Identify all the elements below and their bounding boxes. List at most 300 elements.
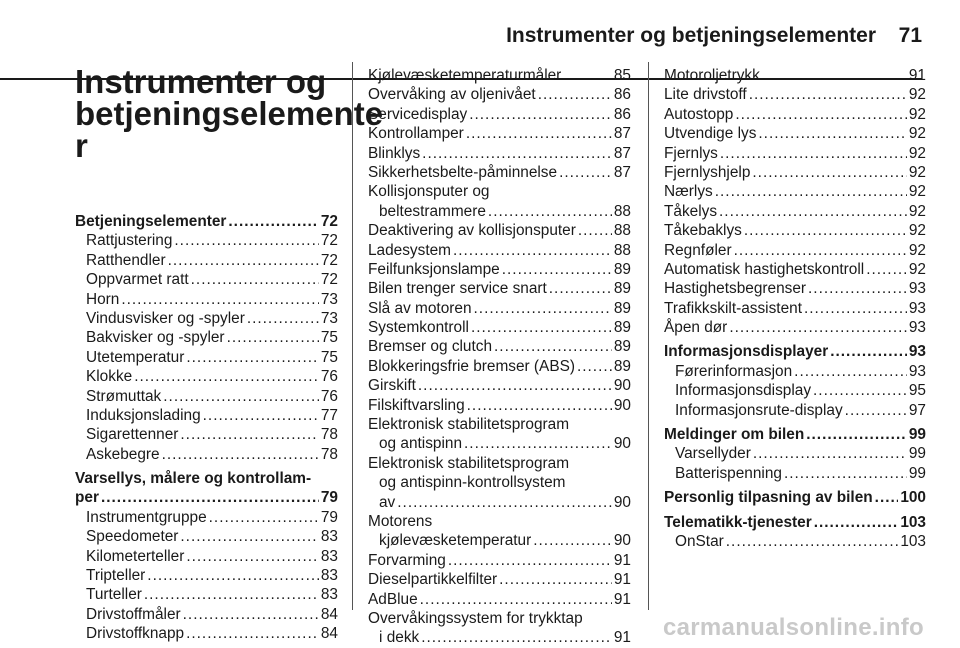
toc-leader-dots [397,493,612,512]
toc-entry[interactable] [664,488,926,507]
toc-entry-label: Fjernlyshjelp [664,163,751,181]
toc-entry-page: 91 [613,629,631,647]
toc-leader-dots [474,299,612,318]
chapter-title-line-2: betjeningselemente [75,95,384,132]
toc-entry-page: 87 [613,125,631,143]
toc-entry-page: 79 [320,508,338,526]
toc-leader-dots [471,318,612,337]
toc-entry[interactable] [75,445,338,464]
toc-entry[interactable] [664,221,926,240]
toc-entry-page: 92 [908,163,926,181]
toc-entry[interactable] [368,299,631,318]
toc-entry[interactable] [368,260,631,279]
toc-entry[interactable] [368,221,631,240]
toc-entry-page: 89 [613,357,631,375]
toc-entry[interactable] [368,163,631,182]
toc-entry-label: Tåkebaklys [664,222,742,240]
toc-entry-page: 89 [613,319,631,337]
toc-leader-dots [499,570,612,589]
toc-entry[interactable] [664,362,926,381]
toc-entry-label: Autostopp [664,105,734,123]
toc-entry-label: Blokkeringsfrie bremser (ABS) [368,357,575,375]
toc-leader-dots [209,508,319,527]
toc-entry[interactable] [664,124,926,143]
toc-entry-page: 78 [320,426,338,444]
toc-leader-dots [744,221,907,240]
toc-entry[interactable] [664,464,926,483]
toc-entry-label: Motoroljetrykk [664,67,760,84]
toc-entry-label: Utvendige lys [664,125,757,143]
toc-leader-dots [448,551,612,570]
toc-entry[interactable] [75,488,338,507]
toc-entry[interactable] [75,425,338,444]
toc-entry-page: 83 [320,547,338,565]
toc-leader-dots [162,445,319,464]
toc-leader-dots [794,362,907,381]
toc-leader-dots [421,628,612,647]
toc-column-1 [75,63,384,644]
toc-entry-page: 86 [613,105,631,123]
toc-entry-label: Lite drivstoff [664,86,747,104]
toc-entry[interactable] [75,231,338,250]
toc-entry[interactable] [664,513,926,532]
toc-entry-page: 93 [908,319,926,337]
toc-leader-dots [734,241,907,260]
toc-entry-page: 73 [320,290,338,308]
toc-entry[interactable] [368,590,631,609]
toc-leader-dots [174,231,318,250]
toc-leader-dots [814,513,899,532]
toc-entry-label: OnStar [675,532,724,550]
toc-entry[interactable] [75,328,338,347]
toc-entry[interactable] [664,202,926,221]
toc-entry-label: Kilometerteller [86,547,185,565]
toc-leader-dots [735,105,907,124]
toc-leader-dots [784,464,907,483]
chapter-title-line-1: Instrumenter og [75,63,327,100]
toc-entry[interactable] [75,406,338,425]
page-number: 71 [898,24,922,47]
toc-leader-dots [464,434,612,453]
toc-entry-label: Nærlys [664,183,713,201]
toc-leader-dots [168,251,319,270]
toc-entry[interactable] [664,105,926,124]
toc-leader-dots [247,309,319,328]
toc-entry-label: Automatisk hastighetskontroll [664,260,865,278]
toc-entry-page: 93 [908,280,926,298]
toc-entry-label: Strømuttak [86,387,162,405]
toc-entry[interactable] [368,609,631,628]
toc-leader-dots [804,299,907,318]
toc-entry-label: Personlig tilpasning av bilen [664,489,873,507]
toc-leader-dots [719,202,907,221]
toc-entry-page: 91 [613,590,631,608]
toc-entries-column-1 [75,212,338,644]
toc-entry-label: Varsellyder [675,445,751,463]
toc-entry-label: Informasjonsdisplay [675,382,812,400]
toc-leader-dots [180,527,318,546]
toc-entry-label: Induksjonslading [86,406,201,424]
toc-entry-page: 72 [320,251,338,269]
toc-entry-page: 77 [320,406,338,424]
toc-entry-label: Informasjonsdisplayer [664,343,829,361]
toc-entry[interactable] [664,342,926,361]
toc-entry-page: 92 [908,105,926,123]
toc-entry[interactable] [664,85,926,104]
toc-entry[interactable] [664,401,926,420]
toc-entry[interactable] [664,241,926,260]
toc-entry-page: 79 [320,489,338,507]
toc-leader-dots [147,566,319,585]
toc-entry-page: 91 [908,67,926,84]
toc-entry-page: 88 [613,202,631,220]
toc-leader-dots [758,124,906,143]
toc-leader-dots [538,85,612,104]
toc-entry-label: Bakvisker og -spyler [86,329,225,347]
toc-entry-label: Filskiftvarsling [368,396,465,414]
toc-leader-dots [488,202,612,221]
toc-leader-dots [752,163,906,182]
toc-entry-label: Utetemperatur [86,348,185,366]
toc-entry[interactable] [75,566,338,585]
toc-entry-label: Dieselpartikkelfilter [368,571,498,589]
toc-entry-page: 86 [613,86,631,104]
toc-leader-dots [578,221,612,240]
toc-entry-page: 95 [908,382,926,400]
toc-entry-label: Hastighetsbegrenser [664,280,807,298]
toc-leader-dots [720,144,907,163]
toc-leader-dots [502,260,612,279]
toc-entry-label: Overvåking av oljenivået [368,86,536,104]
toc-entry-label: Turteller [86,586,142,604]
toc-entry-page: 72 [320,232,338,250]
toc-leader-dots [186,624,319,643]
toc-entry[interactable] [664,444,926,463]
toc-entry[interactable] [368,85,631,104]
toc-entry[interactable] [75,508,338,527]
toc-entry-page: 93 [908,362,926,380]
toc-entry-label: Vindusvisker og -spyler [86,309,245,327]
toc-leader-dots [563,66,612,85]
toc-entry-label: Ladesystem [368,241,451,259]
toc-entry-label: Tåkelys [664,202,718,220]
toc-entry-label: Systemkontroll [368,319,469,337]
toc-entry[interactable] [368,105,631,124]
toc-column-2 [368,66,631,648]
toc-entry[interactable] [75,290,338,309]
toc-entry-page: 76 [320,368,338,386]
toc-entry-page: 92 [908,183,926,201]
toc-entry-label: AdBlue [368,590,418,608]
toc-entry-label: Feilfunksjonslampe [368,260,500,278]
toc-entry-page: 88 [613,222,631,240]
toc-entry-label: Slå av motoren [368,299,472,317]
toc-leader-dots [577,357,612,376]
toc-entry-label: Sigarettenner [86,426,179,444]
toc-leader-dots [466,124,612,143]
toc-leader-dots [180,425,318,444]
toc-entry[interactable] [368,396,631,415]
column-divider-1 [352,62,353,610]
toc-entry-label: Drivstoffknapp [86,625,185,643]
chapter-title [75,63,384,164]
toc-entry-page: 87 [613,144,631,162]
toc-entry[interactable] [664,260,926,279]
toc-entry-page: 92 [908,86,926,104]
toc-leader-dots [533,531,612,550]
toc-leader-dots [422,144,612,163]
toc-entry-label: Kollisjonsputer og [368,183,490,201]
toc-entry-page: 73 [320,309,338,327]
toc-entry[interactable] [368,318,631,337]
toc-entry-label: Instrumentgruppe [86,508,207,526]
toc-entry-page: 99 [908,445,926,463]
toc-entry-page: 76 [320,387,338,405]
toc-entry[interactable] [368,337,631,356]
toc-entry-label: Elektronisk stabilitetsprogram [368,416,570,434]
toc-leader-dots [549,279,612,298]
toc-entry-label: Sikkerhetsbelte-påminnelse [368,163,558,181]
toc-entry[interactable] [664,299,926,318]
toc-entry[interactable] [75,624,338,643]
toc-entry-page: 103 [900,513,926,531]
toc-entry-label: Overvåkingssystem for trykktap [368,609,583,627]
toc-entry-page: 92 [908,222,926,240]
toc-leader-dots [228,212,318,231]
toc-entry[interactable] [664,163,926,182]
toc-entry-page: 92 [908,260,926,278]
toc-entry[interactable] [75,527,338,546]
toc-entry[interactable] [75,251,338,270]
toc-entry-label: Åpen dør [664,319,728,337]
toc-entry-page: 72 [320,213,338,230]
toc-leader-dots [875,488,899,507]
column-divider-2 [648,62,649,610]
toc-entry-label: Deaktivering av kollisjonsputer [368,222,576,240]
toc-entry-label: og antispinn-kontrollsystem [379,474,566,492]
toc-entry-page: 72 [320,271,338,289]
toc-entry-label: Blinklys [368,144,421,162]
toc-leader-dots [494,337,612,356]
toc-leader-dots [762,66,907,85]
toc-entry-label: Varsellys, målere og kontrollam- [75,470,312,488]
toc-entry[interactable] [368,454,631,473]
toc-entry-label: Askebegre [86,445,160,463]
toc-entry[interactable] [368,241,631,260]
toc-entry-label: og antispinn [379,435,463,453]
toc-leader-dots [808,279,907,298]
toc-leader-dots [753,444,907,463]
toc-entry-page: 89 [613,299,631,317]
toc-entry[interactable] [368,182,631,201]
toc-entry-label: Tripteller [86,567,146,585]
toc-entry-label: Forvarming [368,551,446,569]
toc-entry-label: Speedometer [86,528,179,546]
toc-entry[interactable] [368,531,631,550]
toc-entry[interactable] [75,547,338,566]
toc-leader-dots [559,163,612,182]
toc-leader-dots [830,342,907,361]
toc-entries-column-2 [368,66,631,648]
toc-entry-label: Rattjustering [86,232,173,250]
toc-entry-label: per [75,489,99,507]
toc-entry-page: 92 [908,144,926,162]
toc-entry[interactable] [75,585,338,604]
toc-entry-page: 90 [613,396,631,414]
toc-entry[interactable] [368,512,631,531]
toc-entry-label: Kjølevæsketemperaturmåler [368,67,562,84]
toc-entry[interactable] [368,124,631,143]
toc-entry[interactable] [664,532,926,551]
toc-leader-dots [453,241,612,260]
toc-entry-label: Drivstoffmåler [86,605,181,623]
toc-entry-page: 99 [908,426,926,444]
toc-leader-dots [813,381,907,400]
toc-entry-label: Telematikk-tjenester [664,513,812,531]
toc-entry-page: 90 [613,377,631,395]
toc-leader-dots [418,376,612,395]
toc-entry[interactable] [664,318,926,337]
toc-entry[interactable] [368,570,631,589]
toc-leader-dots [806,425,907,444]
toc-entry-page: 85 [613,67,631,84]
toc-entry-page: 92 [908,241,926,259]
toc-entry[interactable] [664,381,926,400]
toc-entry-page: 91 [613,551,631,569]
toc-entry[interactable] [368,202,631,221]
toc-entry-label: Bilen trenger service snart [368,280,547,298]
toc-entry[interactable] [664,425,926,444]
toc-entry-label: Horn [86,290,120,308]
toc-entry-page: 89 [613,338,631,356]
toc-entry[interactable] [368,376,631,395]
toc-entry-page: 89 [613,260,631,278]
toc-entry-label: Ratthendler [86,251,166,269]
toc-entry-page: 90 [613,532,631,550]
toc-entry[interactable] [664,66,926,85]
toc-leader-dots [186,348,319,367]
toc-leader-dots [749,85,907,104]
toc-entry-page: 91 [613,571,631,589]
toc-entry-label: Bremser og clutch [368,338,493,356]
toc-entry-label: Motorens [368,512,433,530]
toc-leader-dots [729,318,907,337]
toc-entry-page: 90 [613,435,631,453]
toc-leader-dots [715,182,907,201]
toc-entry-page: 83 [320,586,338,604]
toc-entry-page: 90 [613,493,631,511]
toc-entry-label: kjølevæsketemperatur [379,532,532,550]
toc-entry[interactable] [368,144,631,163]
toc-entry[interactable] [368,66,631,85]
toc-entry-page: 75 [320,329,338,347]
toc-entry[interactable] [664,144,926,163]
toc-entry-label: Oppvarmet ratt [86,271,189,289]
toc-entry[interactable] [368,279,631,298]
toc-entry-label: Girskift [368,377,416,395]
toc-entry[interactable] [75,270,338,289]
toc-entry-page: 92 [908,125,926,143]
toc-entry-page: 75 [320,348,338,366]
toc-entry[interactable] [368,415,631,434]
toc-entry-page: 89 [613,280,631,298]
toc-leader-dots [726,532,899,551]
toc-entry-page: 83 [320,567,338,585]
toc-entry-label: Kontrollamper [368,125,464,143]
toc-entry-label: Meldinger om bilen [664,426,805,444]
toc-leader-dots [134,367,319,386]
toc-entry-label: Førerinformasjon [675,362,793,380]
toc-entry[interactable] [75,309,338,328]
toc-entry-page: 92 [908,202,926,220]
toc-entry[interactable] [368,473,631,492]
toc-leader-dots [420,590,612,609]
toc-entry[interactable] [75,348,338,367]
toc-leader-dots [191,270,319,289]
toc-entry-label: Fjernlys [664,144,718,162]
toc-entry[interactable] [75,387,338,406]
toc-leader-dots [186,547,319,566]
toc-entry[interactable] [368,357,631,376]
toc-leader-dots [163,387,319,406]
toc-entry-page: 88 [613,241,631,259]
toc-entry-label: Elektronisk stabilitetsprogram [368,454,570,472]
toc-entry-page: 84 [320,625,338,643]
toc-entry-page: 93 [908,343,926,361]
toc-entry[interactable] [368,434,631,453]
toc-entry-page: 78 [320,445,338,463]
toc-entry-label: Trafikkskilt-assistent [664,299,802,317]
toc-entry-page: 84 [320,605,338,623]
toc-entry-label: Servicedisplay [368,105,468,123]
toc-entry-page: 99 [908,464,926,482]
toc-entry-page: 93 [908,299,926,317]
toc-entry-label: Informasjonsrute-display [675,401,843,419]
toc-leader-dots [121,290,319,309]
toc-leader-dots [866,260,907,279]
toc-entry[interactable] [75,469,338,488]
toc-entry-page: 103 [900,532,926,550]
toc-entry[interactable] [75,367,338,386]
running-header-title: Instrumenter og betjeningselementer [506,24,876,47]
toc-entry-page: 100 [900,489,926,507]
toc-entry-label: Batterispenning [675,464,782,482]
toc-entry-page: 83 [320,528,338,546]
toc-leader-dots [183,605,319,624]
watermark: carmanualsonline.info [662,614,924,641]
toc-entry[interactable] [368,551,631,570]
toc-leader-dots [845,401,907,420]
toc-entry[interactable] [75,605,338,624]
toc-leader-dots [101,488,319,507]
toc-entry[interactable] [368,628,631,647]
toc-entry-label: beltestrammere [379,202,486,220]
toc-entries-column-3 [664,66,926,551]
toc-entry[interactable] [368,493,631,512]
toc-entry-label: Regnføler [664,241,732,259]
toc-entry[interactable] [664,279,926,298]
toc-entry-label: i dekk [379,629,420,647]
toc-entry-page: 87 [613,163,631,181]
running-header [0,24,960,54]
toc-leader-dots [227,328,319,347]
toc-leader-dots [144,585,319,604]
toc-entry-page: 97 [908,401,926,419]
toc-entry[interactable] [664,182,926,201]
toc-entry-label: Klokke [86,368,133,386]
toc-leader-dots [203,406,319,425]
toc-entry[interactable] [75,212,338,231]
